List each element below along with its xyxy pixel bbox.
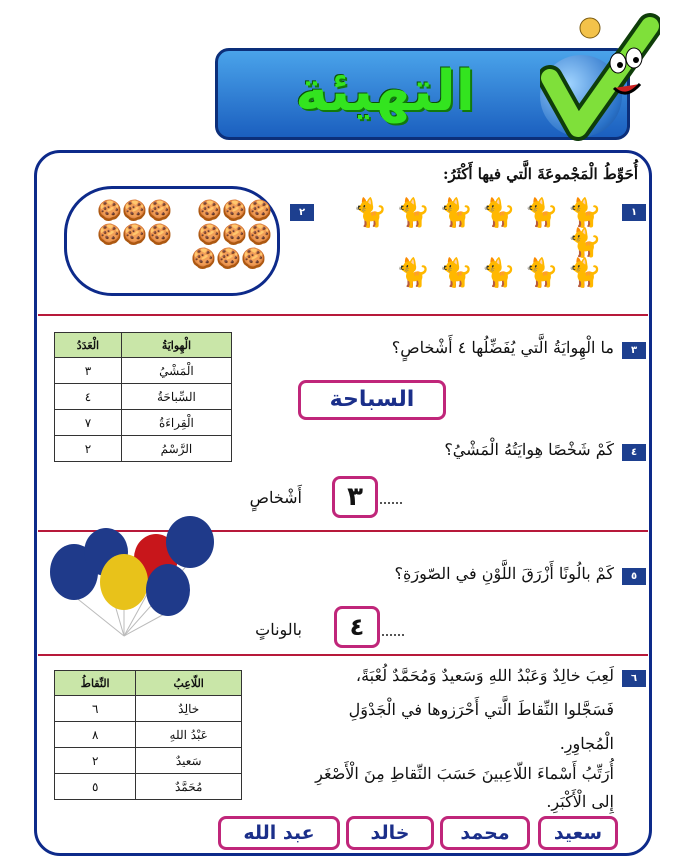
question-number-2: ٢ — [290, 204, 314, 221]
table-cell: سَعيدٌ — [136, 748, 242, 774]
balloons-image — [44, 516, 224, 646]
question-6-line-4: أُرَتِّبُ أَسْماءَ اللّاعِبينَ حَسَبَ النِّقاطِ مِنَ الْأَصْغَرِ — [315, 764, 614, 783]
section-divider-1 — [38, 314, 648, 316]
points-header-points: النِّقاطُ — [55, 671, 136, 696]
table-cell: ٦ — [55, 696, 136, 722]
section-divider-3 — [38, 654, 648, 656]
points-header-player: اللّاعِبُ — [136, 671, 242, 696]
question-number-6: ٦ — [622, 670, 646, 687]
answer-name-2: محمد — [440, 816, 530, 850]
checkmark-mascot-icon — [540, 8, 660, 148]
question-number-4: ٤ — [622, 444, 646, 461]
answer-name-1: سعيد — [538, 816, 618, 850]
points-table — [54, 670, 242, 800]
question-number-5: ٥ — [622, 568, 646, 585]
question-3-text: ما الْهِوايَةُ الَّتي يُفَضِّلُها ٤ أَشْخاصٍ؟ — [391, 338, 614, 357]
blue-balloon — [166, 516, 214, 568]
answer-4-unit: أَشْخاصٍ — [249, 488, 302, 507]
answer-box-5: ٤ — [334, 606, 380, 648]
question-number-1: ١ — [622, 204, 646, 221]
answer-box-4: ٣ — [332, 476, 378, 518]
question-6-line-3: الْمُجاوِرِ. — [559, 734, 614, 753]
question-6-line-5: إِلى الْأَكْبَرِ. — [546, 792, 614, 811]
cats-row-2: 🐈🐈🐈🐈🐈 — [395, 256, 610, 289]
table-cell: السِّباحَةُ — [121, 384, 231, 410]
question-5-text: كَمْ بالُونًا أَزْرَقَ اللَّوْنِ في الصّورَةِ؟ — [394, 564, 614, 583]
page-title: التهيئة — [295, 59, 475, 124]
cookies-row-1: 🍪🍪🍪 🍪🍪🍪 — [97, 198, 272, 222]
question-6-line-1: لَعِبَ خالِدٌ وَعَبْدُ اللهِ وَسَعيدٌ وَمُحَمَّدٌ لُعْبَةً، — [355, 666, 614, 685]
cookies-row-3: 🍪🍪🍪 — [191, 246, 266, 270]
answer-5-unit: بالوناتٍ — [255, 620, 302, 639]
table-cell: الْمَشْيُ — [121, 358, 231, 384]
table-cell: الرَّسْمُ — [121, 436, 231, 462]
table-cell: عَبْدُ اللهِ — [136, 722, 242, 748]
question-4-text: كَمْ شَخْصًا هِوايَتُهُ الْمَشْيُ؟ — [444, 440, 614, 459]
dotted-line — [382, 634, 404, 636]
cookies-group — [82, 198, 272, 270]
cats-row-1: 🐈🐈🐈🐈🐈🐈🐈 — [352, 196, 610, 259]
dotted-line — [380, 502, 402, 504]
table-cell: ٢ — [55, 436, 122, 462]
cats-group — [330, 198, 610, 288]
answer-name-3: خالد — [346, 816, 434, 850]
blue-balloon — [146, 564, 190, 616]
answer-name-4: عبد الله — [218, 816, 340, 850]
table-cell: ٨ — [55, 722, 136, 748]
table-cell: ٣ — [55, 358, 122, 384]
table-cell: ٢ — [55, 748, 136, 774]
hobbies-table — [54, 332, 232, 462]
table-cell: مُحَمَّدٌ — [136, 774, 242, 800]
answer-box-3: السباحة — [298, 380, 446, 420]
instruction-text: أُحَوِّطُ الْمَجْموعَةَ الَّتي فيها أَكْثَرُ: — [442, 165, 638, 183]
cookies-row-2: 🍪🍪🍪 🍪🍪🍪 — [97, 222, 272, 246]
table-cell: الْقِراءَةُ — [121, 410, 231, 436]
table-cell: ٥ — [55, 774, 136, 800]
table-cell: ٤ — [55, 384, 122, 410]
yellow-balloon — [100, 554, 148, 610]
hobbies-header-hobby: الْهِوايَةُ — [121, 333, 231, 358]
table-cell: خالِدٌ — [136, 696, 242, 722]
table-cell: ٧ — [55, 410, 122, 436]
question-6-line-2: فَسَجَّلوا النِّقاطَ الَّتي أَحْرَزوها في الْجَدْوَلِ — [348, 700, 614, 719]
question-number-3: ٣ — [622, 342, 646, 359]
hobbies-header-count: الْعَدَدُ — [55, 333, 122, 358]
